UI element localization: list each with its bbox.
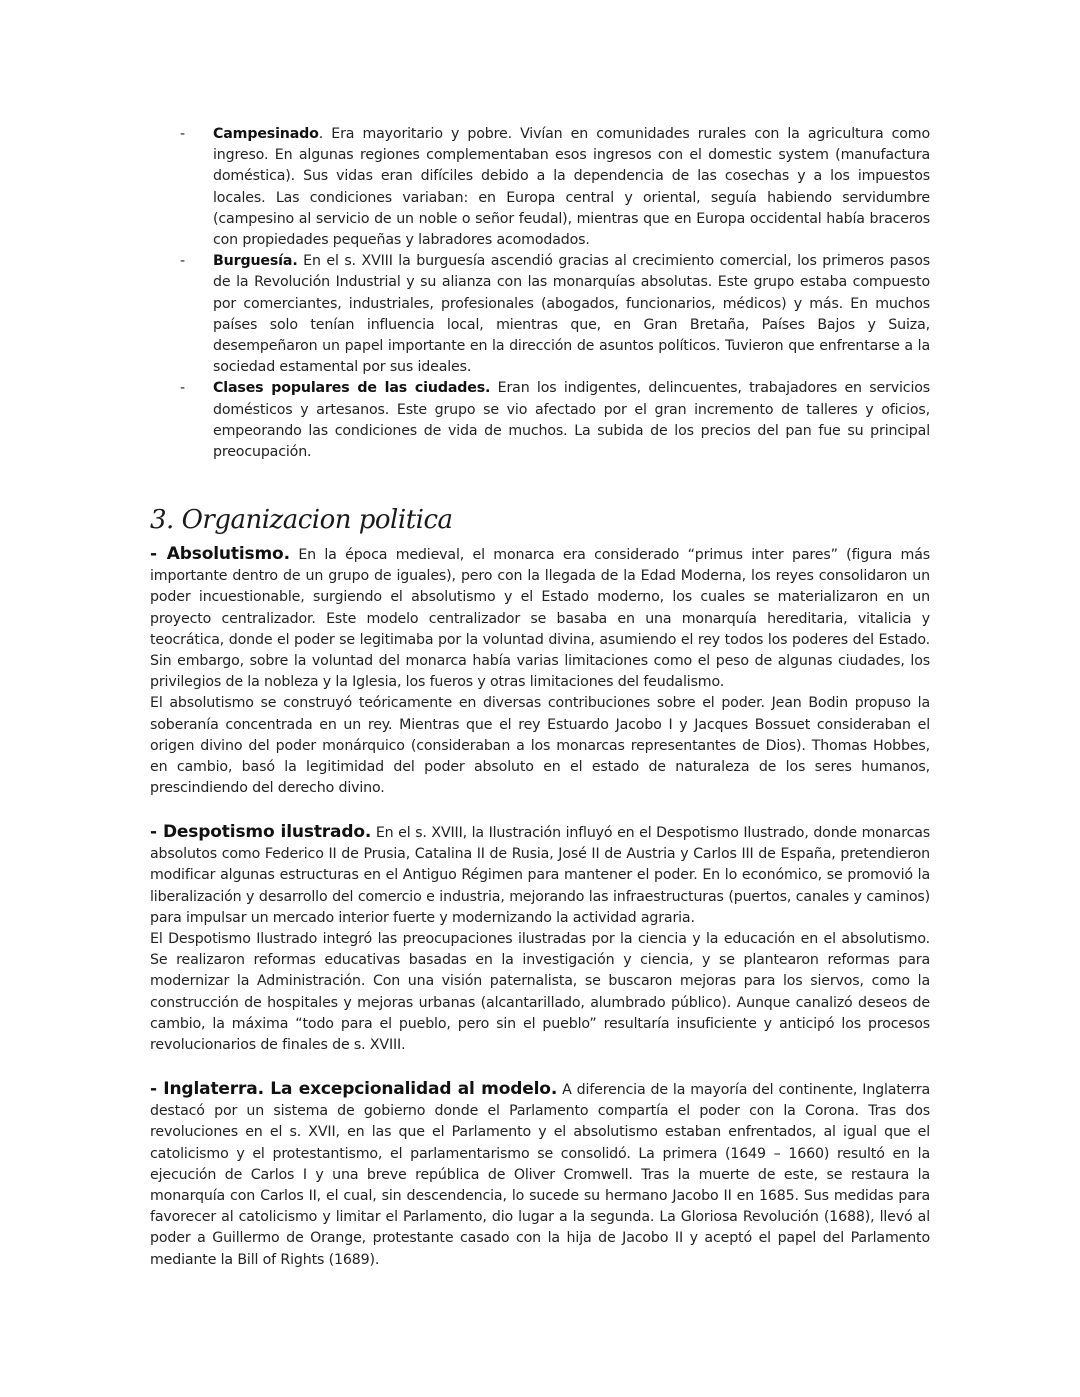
inglaterra-paragraph-1	[150, 1079, 930, 1271]
list-item-burguesia	[180, 251, 930, 378]
inglaterra-text-1: A diferencia de la mayoría del continente, Inglaterra destacó por un sistema de gobierno donde el Parlamento compartía el poder con la Corona. Tras dos revoluciones en el s. XVII, en las que el Parlamento y el absolutismo estaban enfrentados, al igual que el catolicismo y el protestantismo, el parlamentarismo se consolidó. La primera (1649 – 1660) resultó en la ejecución de Carlos I y una breve república de Oliver Cromwell. Tras la muerte de este, se restaura la monarquía con Carlos II, el cual, sin descendencia, lo sucede su hermano Jacobo II en 1685. Sus medidas para favorecer al catolicismo y limitar el Parlamento, dio lugar a la segunda. La Gloriosa Revolución (1688), llevó al poder a Guillermo de Orange, protestante casado con la hija de Jacobo II y aceptó el papel del Parlamento mediante la Bill of Rights (1689).	[150, 1082, 930, 1268]
bullet-dash: -	[180, 126, 185, 142]
despotismo-paragraph-1	[150, 822, 930, 929]
absolutismo-text-1: En la época medieval, el monarca era considerado “primus inter pares” (figura más importante dentro de un grupo de iguales), pero con la llegada de la Edad Moderna, los reyes consolidaron un poder incuestionable, surgiendo el absolutismo y el Estado moderno, los cuales se materializaron en un proyecto centralizador. Este modelo centralizador se basaba en una monarquía hereditaria, vitalicia y teocrática, donde el poder se legitimaba por la voluntad divina, asumiendo el rey todos los poderes del Estado. Sin embargo, sobre la voluntad del monarca había varias limitaciones como el peso de algunas ciudades, los privilegios de la nobleza y la Iglesia, los fueros y otras limitaciones del feudalismo.	[150, 547, 930, 691]
absolutismo-paragraph-2: El absolutismo se construyó teóricamente en diversas contribuciones sobre el poder. Jean Bodin propuso la soberanía concentrada en un rey. Mientras que el rey Estuardo Jacobo I y Jacques Bossuet consideraban el origen divino del poder monárquico (consideraban a los monarcas representantes de Dios). Thomas Hobbes, en cambio, basó la legitimidad del poder absoluto en el estado de naturaleza de los seres humanos, prescindiendo del derecho divino.	[150, 695, 930, 797]
despotismo-paragraph-2: El Despotismo Ilustrado integró las preocupaciones ilustradas por la ciencia y la educación en el absolutismo. Se realizaron reformas educativas basadas en la investigación y ciencia, y se plantearon reformas para modernizar la Administración. Con una visión paternalista, se buscaron mejoras para los siervos, como la construcción de hospitales y mejoras urbanas (alcantarillado, alumbrado público). Aunque canalizó deseos de cambio, la máxima “todo para el pueblo, pero sin el pueblo” resultaría insuficiente y anticipó los procesos revolucionarios de finales de s. XVIII.	[150, 931, 930, 1054]
despotismo-heading: - Despotismo ilustrado.	[150, 822, 372, 842]
text-burguesia: En el s. XVIII la burguesía ascendió gracias al crecimiento comercial, los primeros pasos de la Revolución Industrial y su alianza con las monarquías absolutas. Este grupo estaba compuesto por comerciantes, industriales, profesionales (abogados, funcionarios, médicos) y más. En muchos países solo tenían influencia local, mientras que, en Gran Bretaña, Países Bajos y Suiza, desempeñaron un papel importante en la dirección de asuntos políticos. Tuvieron que enfrentarse a la sociedad estamental por sus ideales.	[213, 253, 930, 376]
list-item-campesinado	[180, 124, 930, 251]
section-title: 3. Organizacion politica	[150, 505, 453, 535]
bullet-dash: -	[180, 253, 185, 270]
absolutismo-heading: - Absolutismo.	[150, 544, 290, 564]
inglaterra-heading: - Inglaterra. La excepcionalidad al modelo.	[150, 1079, 558, 1099]
social-groups-list	[180, 124, 930, 463]
term-burguesia: Burguesía.	[213, 253, 298, 270]
despotismo-text-1: En el s. XVIII, la Ilustración influyó en el Despotismo Ilustrado, donde monarcas absolutos como Federico II de Prusia, Catalina II de Rusia, José II de Austria y Carlos III de España, pretendieron modificar algunas estructuras en el Antiguo Régimen para mantener el poder. En lo económico, se promovió la liberalización y desarrollo del comercio e industria, mejorando las infraestructuras (puertos, canales y caminos) para impulsar un mercado interior fuerte y modernizando la actividad agraria.	[150, 825, 931, 926]
term-clases-populares: Clases populares de las ciudades.	[213, 380, 491, 397]
text-campesinado: . Era mayoritario y pobre. Vivían en comunidades rurales con la agricultura como ingreso. En algunas regiones complementaban esos ingresos con el domestic system (manufactura doméstica). Sus vidas eran difíciles debido a la dependencia de las cosechas y a los impuestos locales. Las condiciones variaban: en Europa central y oriental, seguía habiendo servidumbre (campesino al servicio de un noble o señor feudal), mientras que en Europa occidental había braceros con propiedades pequeñas y labradores acomodados.	[213, 126, 930, 249]
absolutismo-paragraph-1	[150, 544, 930, 693]
bullet-dash: -	[180, 380, 185, 397]
list-item-clases-populares	[180, 378, 930, 463]
term-campesinado: Campesinado	[213, 126, 319, 142]
absolutismo-block	[150, 544, 930, 799]
text-clases-populares: Eran los indigentes, delincuentes, trabajadores en servicios domésticos y artesanos. Este grupo se vio afectado por el gran incremento de talleres y oficios, empeorando las condiciones de vida de muchos. La subida de los precios del pan fue su principal preocupación.	[213, 380, 931, 461]
despotismo-block	[150, 822, 930, 1056]
inglaterra-block	[150, 1079, 930, 1271]
